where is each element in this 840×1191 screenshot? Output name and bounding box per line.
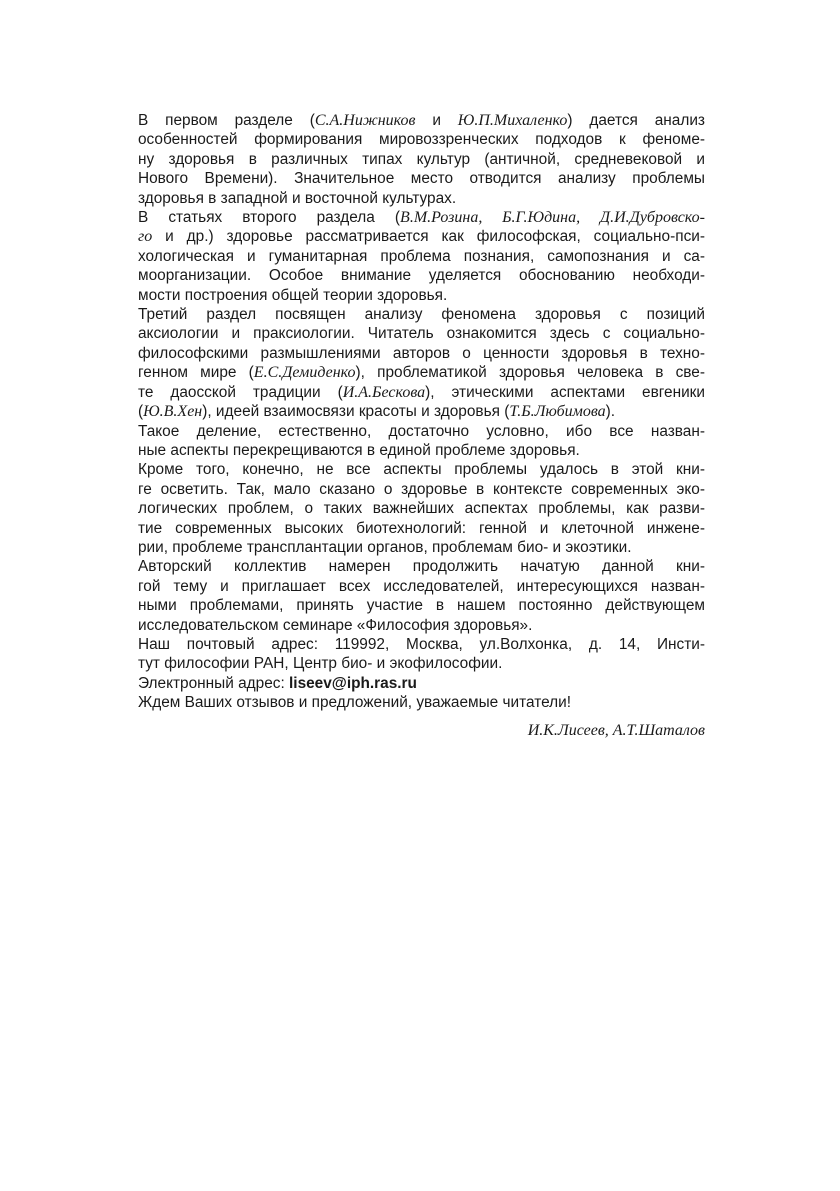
text-line: исследовательском семинаре «Философия здоровья». bbox=[138, 616, 533, 634]
signature: И.К.Лисеев, А.Т.Шаталов bbox=[527, 721, 705, 739]
text-line: рии, проблеме трансплантации органов, проблемам био- и экоэтики. bbox=[138, 538, 632, 556]
text-line: Такое деление, естественно, достаточно условно, ибо все назван- bbox=[138, 422, 705, 440]
paragraph-section-two bbox=[123, 208, 705, 305]
text-line: ными проблемами, принять участие в нашем постоянно действующем bbox=[138, 597, 705, 615]
author-name: Е.С.Демиденко bbox=[253, 364, 356, 382]
text-line: ну здоровья в различных типах культур (античной, средневековой и bbox=[138, 150, 705, 168]
paragraph-section-one bbox=[123, 111, 705, 208]
text-line: В статьях второго раздела (В.М.Розина, Б.Г.Юдина, Д.И.Дубровско- bbox=[138, 209, 705, 227]
text-line: тут философии РАН, Центр био- и экофилософии. bbox=[138, 655, 503, 673]
email-address: liseev@iph.ras.ru bbox=[289, 674, 417, 692]
text-line: Третий раздел посвящен анализу феномена здоровья с позиций bbox=[138, 306, 705, 324]
author-names: го bbox=[138, 228, 153, 246]
author-name: И.А.Бескова bbox=[342, 383, 426, 401]
text-line: ге осветить. Так, мало сказано о здоровье в контексте современных эко- bbox=[138, 480, 705, 498]
text-line: (Ю.В.Хен), идеей взаимосвязи красоты и здоровья (Т.Б.Любимова). bbox=[138, 403, 616, 421]
paragraph-invitation bbox=[123, 557, 705, 635]
paragraph-postal-address bbox=[123, 635, 705, 674]
text-line: те даосской традиции (И.А.Бескова), этическими аспектами евгеники bbox=[138, 383, 706, 401]
paragraph-omissions bbox=[123, 460, 705, 557]
author-name: Ю.В.Хен bbox=[143, 403, 203, 421]
text-line: генном мире (Е.С.Демиденко), проблематикой здоровья человека в све- bbox=[138, 364, 705, 382]
text-line: Ждем Ваших отзывов и предложений, уважаемые читатели! bbox=[138, 694, 572, 712]
text-line: Наш почтовый адрес: 119992, Москва, ул.Волхонка, д. 14, Инсти- bbox=[138, 635, 705, 653]
text-line: го и др.) здоровье рассматривается как философская, социально-пси- bbox=[138, 228, 705, 246]
text-line: Авторский коллектив намерен продолжить начатую данной кни- bbox=[138, 558, 705, 576]
paragraph-closing bbox=[123, 693, 705, 712]
text-line: тие современных высоких биотехнологий: генной и клеточной инжене- bbox=[138, 519, 705, 537]
text-line: особенностей формирования мировоззренческих подходов к феноме- bbox=[138, 131, 705, 149]
author-name: Т.Б.Любимова bbox=[509, 403, 606, 421]
paragraph-division bbox=[123, 422, 705, 461]
text-line: моорганизации. Особое внимание уделяется обоснованию необходи- bbox=[138, 267, 705, 285]
preface-text bbox=[123, 111, 705, 740]
text-line: В первом разделе (С.А.Нижников и Ю.П.Михаленко) дается анализ bbox=[138, 112, 705, 129]
text-line: аксиологии и праксиологии. Читатель ознакомится здесь с социально- bbox=[138, 325, 705, 343]
text-line: Электронный адрес: liseev@iph.ras.ru bbox=[138, 674, 417, 692]
author-names: В.М.Розина, Б.Г.Юдина, Д.И.Дубровско- bbox=[400, 209, 705, 227]
paragraph-section-three bbox=[123, 305, 705, 421]
text-line: Нового Времени). Значительное место отводится анализу проблемы bbox=[138, 170, 705, 188]
text-line: ные аспекты перекрещиваются в единой проблеме здоровья. bbox=[138, 441, 580, 459]
author-name: С.А.Нижников bbox=[314, 112, 416, 129]
text-line: хологическая и гуманитарная проблема познания, самопознания и са- bbox=[138, 247, 705, 265]
paragraph-email bbox=[123, 674, 705, 693]
text-line: логических проблем, о таких важнейших аспектах проблемы, как разви- bbox=[138, 500, 705, 518]
author-name: Ю.П.Михаленко bbox=[457, 112, 568, 129]
text-line: здоровья в западной и восточной культурах. bbox=[138, 189, 457, 207]
text-line: Кроме того, конечно, не все аспекты проблемы удалось в этой кни- bbox=[138, 461, 705, 479]
text-line: гой тему и приглашает всех исследователей, интересующихся назван- bbox=[138, 577, 705, 595]
text-line: философскими размышлениями авторов о ценности здоровья в техно- bbox=[138, 344, 705, 362]
text-line: мости построения общей теории здоровья. bbox=[138, 286, 448, 304]
